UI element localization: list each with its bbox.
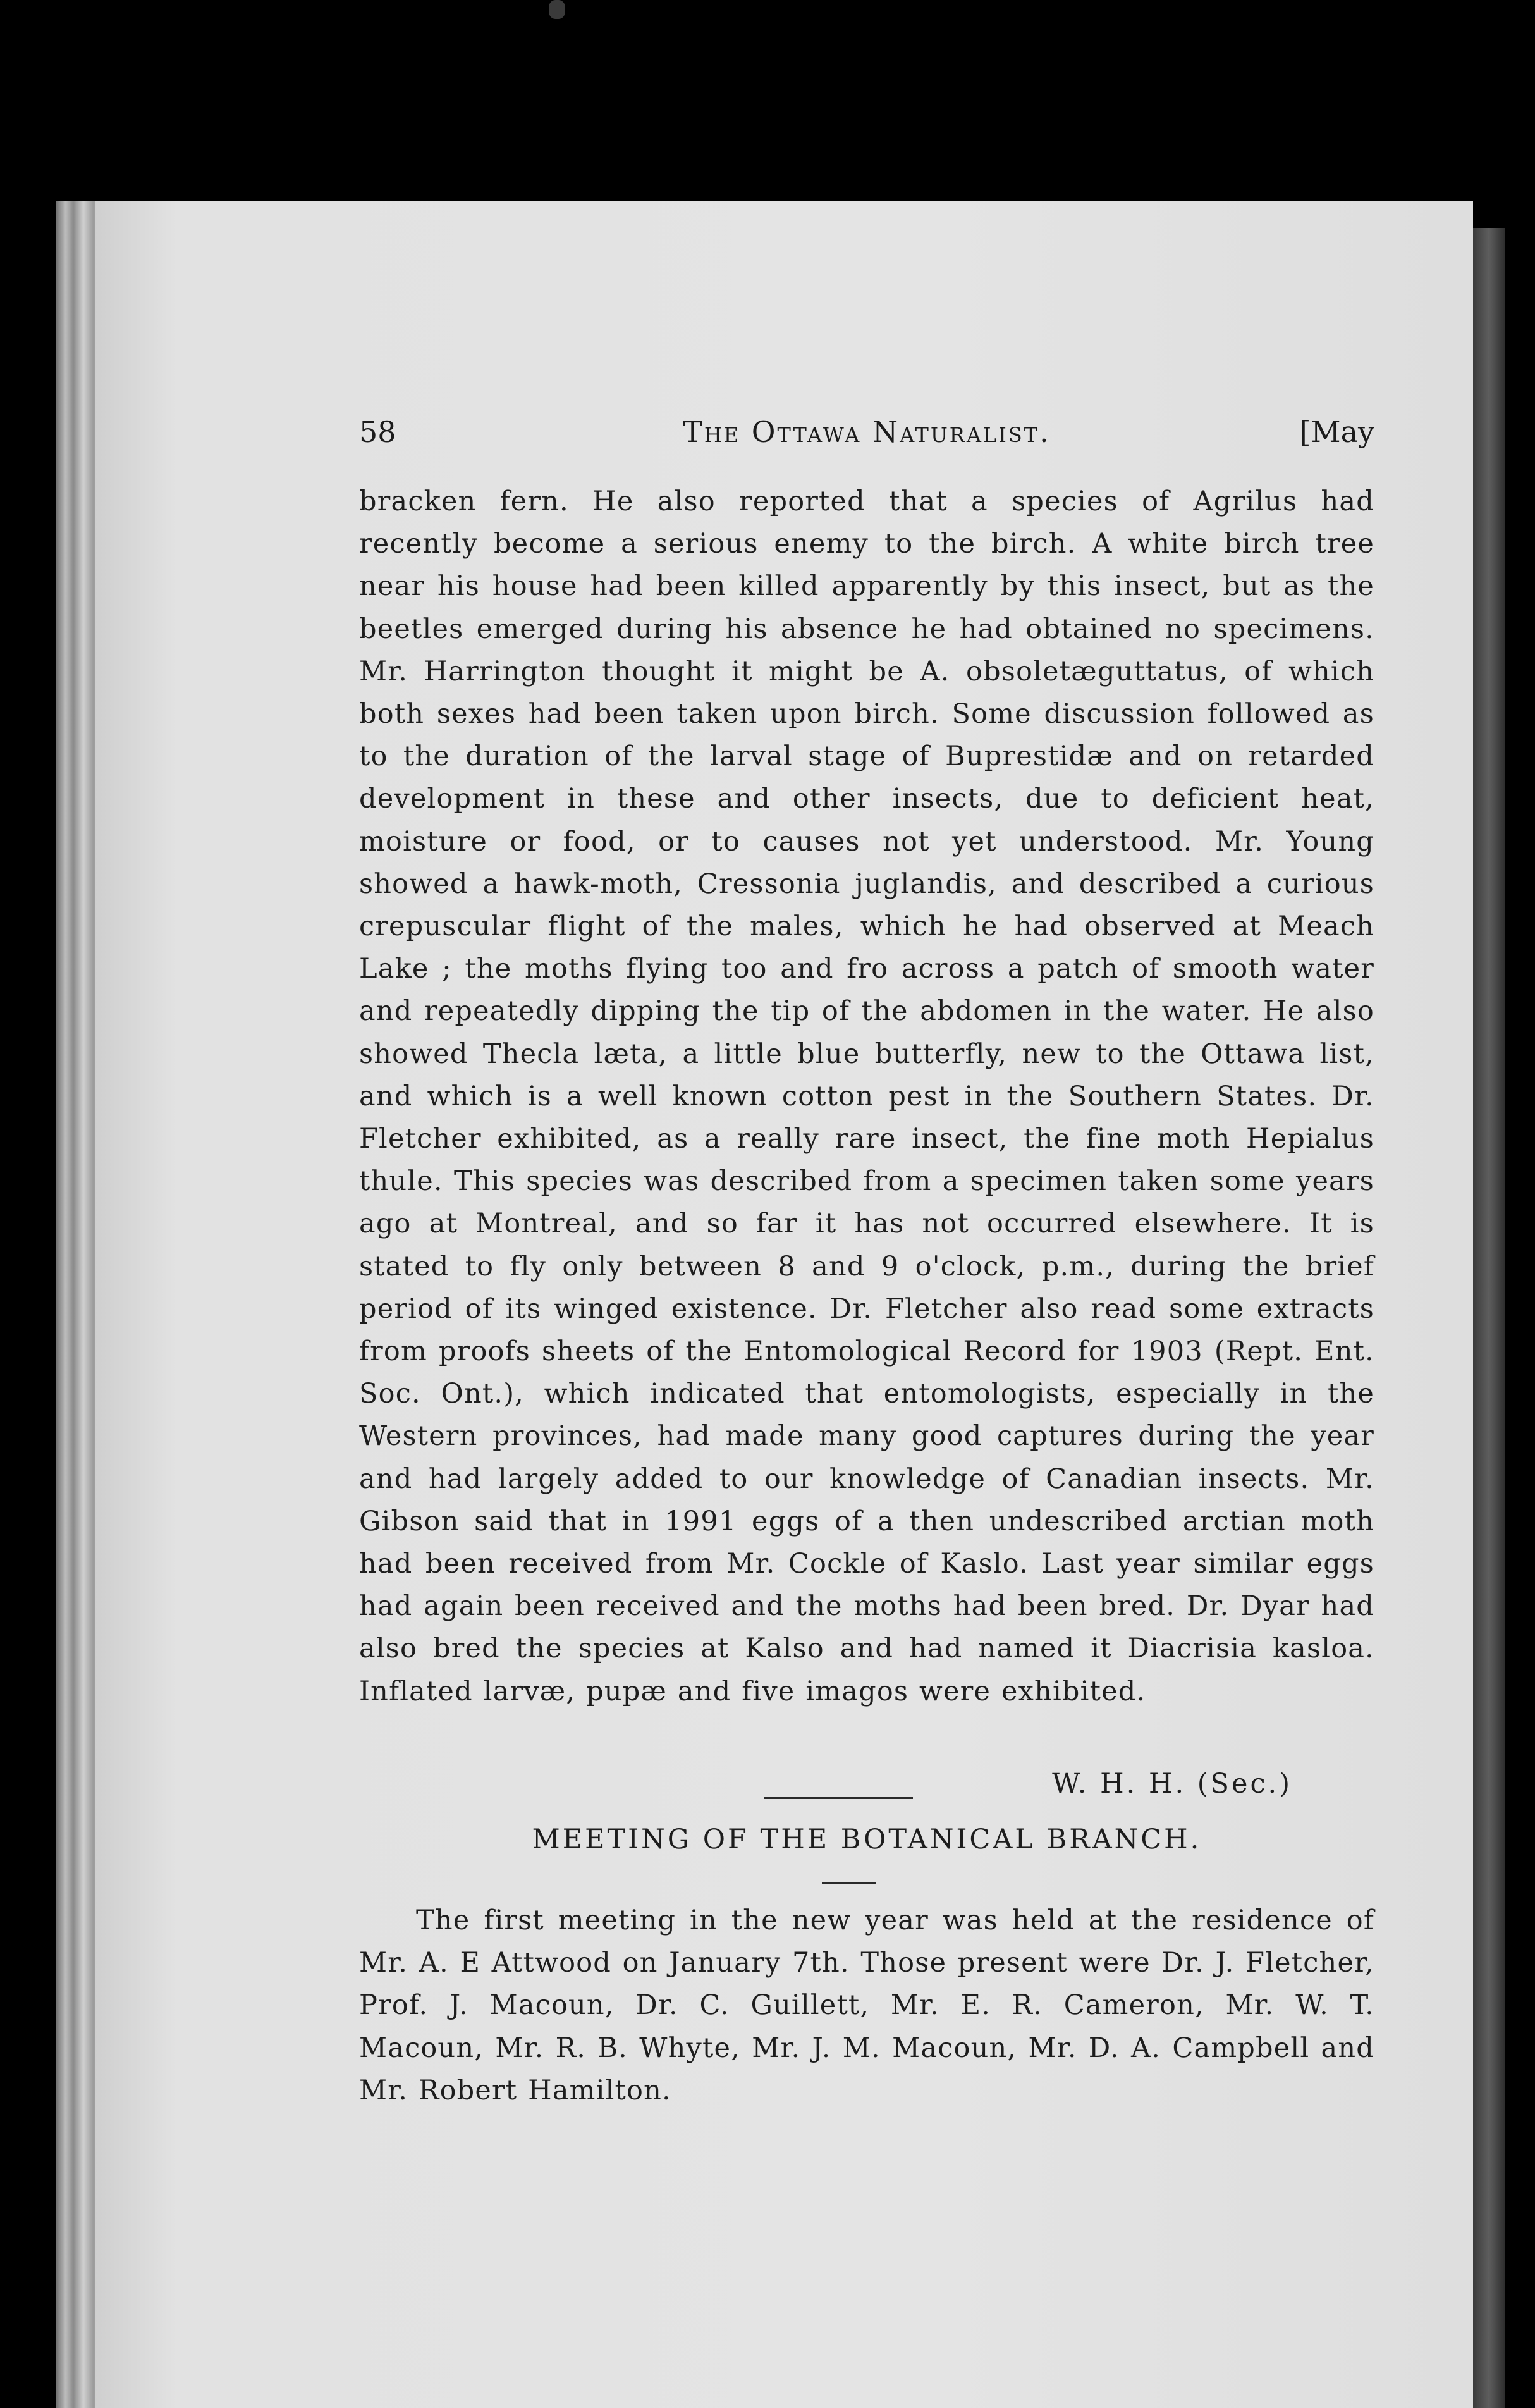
signature-row — [359, 1768, 1374, 1806]
page-number: 58 — [359, 415, 396, 449]
section-heading: MEETING OF THE BOTANICAL BRANCH. — [532, 1824, 1202, 1855]
botanical-meeting-text — [359, 1900, 1374, 2112]
issue-month: [May — [1299, 415, 1374, 449]
journal-title: The Ottawa Naturalist. — [683, 415, 1051, 449]
scan-speck — [549, 0, 565, 19]
running-header — [359, 415, 1374, 465]
meeting-paragraph: The first meeting in the new year was held at the residence of Mr. A. E Attwood on January 7th. Those present were Dr. J. Fletcher, Prof. J. Macoun, Dr. C. Guillett, Mr. E. R. Cameron, Mr. W. T. Macoun, Mr. R. B. Whyte, Mr. J. M. Macoun, Mr. D. A. Campbell and Mr. Robert Hamilton. — [359, 1905, 1374, 2106]
heading-rule — [822, 1882, 876, 1884]
report-paragraph: bracken fern. He also reported that a species of Agrilus had recently become a serious enemy to the birch. A white birch tree near his house had been killed apparently by this insect, but as the beetles emerged during his absence he had obtained no specimens. Mr. Harrington thought it might be A. obsoletæguttatus, of which both sexes had been taken upon birch. Some discussion followed as to the duration of the larval stage of Buprestidæ and on retarded development in these and other insects, due to deficient heat, moisture or food, or to causes not yet understood. Mr. Young showed a hawk-moth, Cressonia juglandis, and described a curious crepuscular flight of the males, which he had observed at Meach Lake ; the moths flying too and fro across a patch of smooth water and repeatedly dipping the tip of the abdomen in the water. He also showed Thecla læta, a little blue butterfly, new to the Ottawa list, and which is a well known cotton pest in the Southern States. Dr. Fletcher exhibited, as a really rare insect, the fine moth Hepialus thule. This species was described from a specimen taken some years ago at Montreal, and so far it has not occurred elsewhere. It is stated to fly only between 8 and 9 o'clock, p.m., during the brief period of its winged existence. Dr. Fletcher also read some extracts from proofs sheets of the Entomological Record for 1903 (Rept. Ent. Soc. Ont.), which indicated that entomologists, especially in the Western provinces, had made many good captures during the year and had largely added to our knowledge of Canadian insects. Mr. Gibson said that in 1991 eggs of a then undescribed arctian moth had been received from Mr. Cockle of Kaslo. Last year similar eggs had again been received and the moths had been bred. Dr. Dyar had also bred the species at Kalso and had named it Diacrisia kasloa. Inflated larvæ, pupæ and five imagos were exhibited. — [359, 486, 1374, 1707]
secretary-signature: W. H. H. (Sec.) — [1052, 1768, 1292, 1800]
book-right-edge — [1473, 228, 1505, 2408]
entomological-report-text — [359, 481, 1374, 1713]
signature-rule — [764, 1797, 913, 1799]
